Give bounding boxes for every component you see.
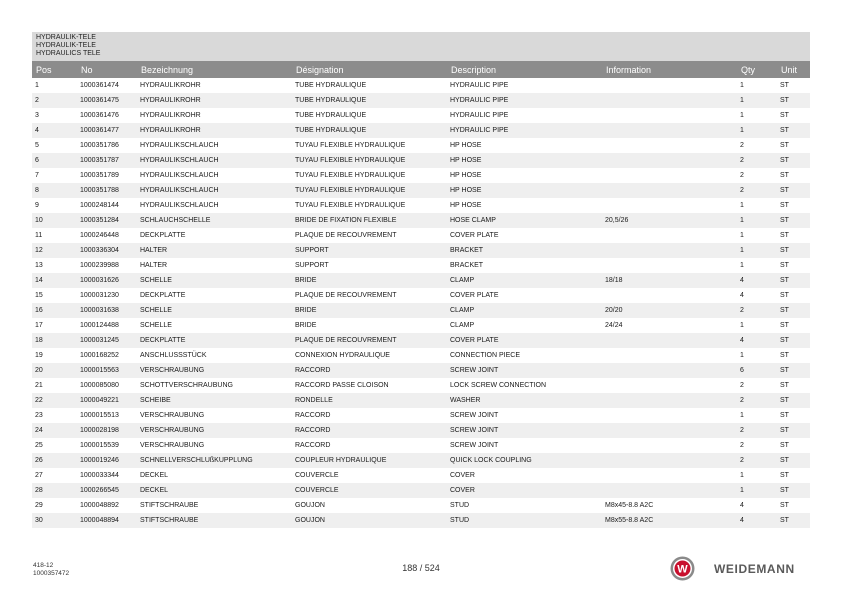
cell-pos: 7 bbox=[32, 168, 77, 183]
document-code-line: 418-12 bbox=[33, 562, 54, 569]
cell-unit: ST bbox=[777, 363, 810, 378]
cell-description: SCREW JOINT bbox=[447, 423, 602, 438]
page-number: 188 / 524 bbox=[402, 563, 440, 573]
cell-bezeichnung: SCHNELLVERSCHLUßKUPPLUNG bbox=[137, 453, 292, 468]
table-row bbox=[32, 483, 810, 498]
table-row bbox=[32, 228, 810, 243]
table-row bbox=[32, 333, 810, 348]
cell-bezeichnung: HYDRAULIKSCHLAUCH bbox=[137, 183, 292, 198]
cell-part-number: 1000031638 bbox=[77, 303, 137, 318]
cell-description: COVER PLATE bbox=[447, 228, 602, 243]
cell-description: HYDRAULIC PIPE bbox=[447, 93, 602, 108]
cell-qty: 1 bbox=[737, 258, 777, 273]
table-row bbox=[32, 78, 810, 93]
table-row bbox=[32, 453, 810, 468]
cell-part-number: 1000124488 bbox=[77, 318, 137, 333]
column-header-unit: Unit bbox=[777, 61, 810, 78]
cell-information: 20,5/26 bbox=[602, 213, 737, 228]
cell-bezeichnung: HYDRAULIKSCHLAUCH bbox=[137, 198, 292, 213]
cell-pos: 18 bbox=[32, 333, 77, 348]
column-header-description: Description bbox=[447, 61, 602, 78]
cell-information bbox=[602, 333, 737, 348]
cell-pos: 27 bbox=[32, 468, 77, 483]
cell-qty: 2 bbox=[737, 423, 777, 438]
cell-bezeichnung: HYDRAULIKSCHLAUCH bbox=[137, 168, 292, 183]
cell-description: STUD bbox=[447, 498, 602, 513]
cell-qty: 1 bbox=[737, 108, 777, 123]
cell-description: COVER PLATE bbox=[447, 333, 602, 348]
cell-description: CLAMP bbox=[447, 273, 602, 288]
cell-description: COVER PLATE bbox=[447, 288, 602, 303]
cell-qty: 1 bbox=[737, 408, 777, 423]
cell-information bbox=[602, 168, 737, 183]
cell-designation: RONDELLE bbox=[292, 393, 447, 408]
cell-designation: PLAQUE DE RECOUVREMENT bbox=[292, 228, 447, 243]
cell-description: HP HOSE bbox=[447, 153, 602, 168]
cell-description: WASHER bbox=[447, 393, 602, 408]
title-line-fr: HYDRAULIK-TELE bbox=[36, 42, 96, 49]
column-header-no: No bbox=[77, 61, 137, 78]
cell-designation: RACCORD bbox=[292, 363, 447, 378]
column-header-bezeichnung: Bezeichnung bbox=[137, 61, 292, 78]
cell-designation: CONNEXION HYDRAULIQUE bbox=[292, 348, 447, 363]
table-row bbox=[32, 513, 810, 528]
cell-information: 24/24 bbox=[602, 318, 737, 333]
cell-pos: 9 bbox=[32, 198, 77, 213]
title-line-de: HYDRAULIK-TELE bbox=[36, 34, 96, 41]
cell-information bbox=[602, 483, 737, 498]
cell-pos: 17 bbox=[32, 318, 77, 333]
cell-part-number: 1000031245 bbox=[77, 333, 137, 348]
cell-qty: 4 bbox=[737, 498, 777, 513]
cell-description: HP HOSE bbox=[447, 198, 602, 213]
cell-bezeichnung: STIFTSCHRAUBE bbox=[137, 498, 292, 513]
cell-pos: 30 bbox=[32, 513, 77, 528]
column-header-pos: Pos bbox=[32, 61, 77, 78]
cell-part-number: 1000361475 bbox=[77, 93, 137, 108]
cell-unit: ST bbox=[777, 483, 810, 498]
cell-pos: 15 bbox=[32, 288, 77, 303]
cell-part-number: 1000351789 bbox=[77, 168, 137, 183]
cell-bezeichnung: VERSCHRAUBUNG bbox=[137, 363, 292, 378]
cell-description: HYDRAULIC PIPE bbox=[447, 123, 602, 138]
document-number-line: 1000357472 bbox=[33, 570, 70, 577]
table-row bbox=[32, 288, 810, 303]
cell-pos: 6 bbox=[32, 153, 77, 168]
cell-description: LOCK SCREW CONNECTION bbox=[447, 378, 602, 393]
cell-qty: 1 bbox=[737, 198, 777, 213]
cell-part-number: 1000048894 bbox=[77, 513, 137, 528]
cell-pos: 4 bbox=[32, 123, 77, 138]
cell-description: CLAMP bbox=[447, 303, 602, 318]
cell-pos: 13 bbox=[32, 258, 77, 273]
cell-designation: GOUJON bbox=[292, 513, 447, 528]
cell-part-number: 1000049221 bbox=[77, 393, 137, 408]
cell-unit: ST bbox=[777, 198, 810, 213]
cell-bezeichnung: DECKPLATTE bbox=[137, 288, 292, 303]
cell-designation: PLAQUE DE RECOUVREMENT bbox=[292, 288, 447, 303]
cell-designation: BRIDE bbox=[292, 273, 447, 288]
cell-information bbox=[602, 363, 737, 378]
table-row bbox=[32, 348, 810, 363]
cell-description: QUICK LOCK COUPLING bbox=[447, 453, 602, 468]
cell-designation: TUBE HYDRAULIQUE bbox=[292, 93, 447, 108]
cell-qty: 2 bbox=[737, 183, 777, 198]
cell-pos: 8 bbox=[32, 183, 77, 198]
cell-information bbox=[602, 408, 737, 423]
cell-designation: SUPPORT bbox=[292, 243, 447, 258]
cell-information: M8x55-8.8 A2C bbox=[602, 513, 737, 528]
cell-pos: 24 bbox=[32, 423, 77, 438]
cell-bezeichnung: VERSCHRAUBUNG bbox=[137, 423, 292, 438]
cell-unit: ST bbox=[777, 348, 810, 363]
table-row bbox=[32, 468, 810, 483]
cell-information bbox=[602, 228, 737, 243]
cell-unit: ST bbox=[777, 468, 810, 483]
cell-qty: 4 bbox=[737, 288, 777, 303]
cell-pos: 11 bbox=[32, 228, 77, 243]
cell-unit: ST bbox=[777, 513, 810, 528]
cell-information bbox=[602, 453, 737, 468]
cell-unit: ST bbox=[777, 378, 810, 393]
cell-designation: COUVERCLE bbox=[292, 483, 447, 498]
cell-bezeichnung: ANSCHLUSSSTÜCK bbox=[137, 348, 292, 363]
table-row bbox=[32, 318, 810, 333]
cell-pos: 21 bbox=[32, 378, 77, 393]
table-row bbox=[32, 243, 810, 258]
cell-designation: TUYAU FLEXIBLE HYDRAULIQUE bbox=[292, 168, 447, 183]
cell-unit: ST bbox=[777, 288, 810, 303]
cell-bezeichnung: HYDRAULIKSCHLAUCH bbox=[137, 153, 292, 168]
cell-designation: BRIDE bbox=[292, 303, 447, 318]
section-title-block bbox=[32, 32, 810, 61]
cell-part-number: 1000361474 bbox=[77, 78, 137, 93]
cell-part-number: 1000246448 bbox=[77, 228, 137, 243]
table-row bbox=[32, 123, 810, 138]
cell-pos: 25 bbox=[32, 438, 77, 453]
cell-pos: 14 bbox=[32, 273, 77, 288]
column-header-information: Information bbox=[602, 61, 737, 78]
cell-part-number: 1000239988 bbox=[77, 258, 137, 273]
cell-information bbox=[602, 243, 737, 258]
cell-part-number: 1000015513 bbox=[77, 408, 137, 423]
cell-information bbox=[602, 288, 737, 303]
cell-bezeichnung: HYDRAULIKROHR bbox=[137, 78, 292, 93]
cell-part-number: 1000028198 bbox=[77, 423, 137, 438]
table-row bbox=[32, 93, 810, 108]
cell-information bbox=[602, 468, 737, 483]
cell-bezeichnung: DECKPLATTE bbox=[137, 333, 292, 348]
cell-bezeichnung: HYDRAULIKROHR bbox=[137, 123, 292, 138]
parts-table bbox=[32, 61, 810, 528]
cell-unit: ST bbox=[777, 498, 810, 513]
cell-information bbox=[602, 258, 737, 273]
cell-qty: 1 bbox=[737, 93, 777, 108]
cell-unit: ST bbox=[777, 273, 810, 288]
cell-qty: 2 bbox=[737, 393, 777, 408]
cell-pos: 23 bbox=[32, 408, 77, 423]
cell-information bbox=[602, 108, 737, 123]
cell-pos: 19 bbox=[32, 348, 77, 363]
cell-bezeichnung: DECKPLATTE bbox=[137, 228, 292, 243]
cell-bezeichnung: SCHEIBE bbox=[137, 393, 292, 408]
cell-unit: ST bbox=[777, 138, 810, 153]
cell-pos: 5 bbox=[32, 138, 77, 153]
cell-description: COVER bbox=[447, 468, 602, 483]
cell-information bbox=[602, 138, 737, 153]
cell-bezeichnung: SCHELLE bbox=[137, 303, 292, 318]
cell-information bbox=[602, 348, 737, 363]
logo-letter: W bbox=[677, 563, 688, 576]
cell-qty: 4 bbox=[737, 513, 777, 528]
cell-qty: 2 bbox=[737, 303, 777, 318]
cell-unit: ST bbox=[777, 108, 810, 123]
cell-bezeichnung: VERSCHRAUBUNG bbox=[137, 438, 292, 453]
cell-part-number: 1000361476 bbox=[77, 108, 137, 123]
cell-information bbox=[602, 78, 737, 93]
cell-description: CLAMP bbox=[447, 318, 602, 333]
cell-qty: 1 bbox=[737, 483, 777, 498]
cell-qty: 1 bbox=[737, 228, 777, 243]
cell-qty: 4 bbox=[737, 273, 777, 288]
cell-unit: ST bbox=[777, 153, 810, 168]
cell-qty: 1 bbox=[737, 318, 777, 333]
table-row bbox=[32, 183, 810, 198]
cell-description: BRACKET bbox=[447, 258, 602, 273]
cell-unit: ST bbox=[777, 243, 810, 258]
cell-bezeichnung: HYDRAULIKROHR bbox=[137, 108, 292, 123]
cell-pos: 12 bbox=[32, 243, 77, 258]
cell-part-number: 1000015563 bbox=[77, 363, 137, 378]
cell-information: M8x45-8.8 A2C bbox=[602, 498, 737, 513]
cell-description: BRACKET bbox=[447, 243, 602, 258]
weidemann-logo bbox=[670, 556, 810, 582]
column-header-qty: Qty bbox=[737, 61, 777, 78]
cell-qty: 2 bbox=[737, 153, 777, 168]
table-row bbox=[32, 213, 810, 228]
cell-information bbox=[602, 438, 737, 453]
cell-designation: TUYAU FLEXIBLE HYDRAULIQUE bbox=[292, 198, 447, 213]
table-row bbox=[32, 378, 810, 393]
cell-unit: ST bbox=[777, 393, 810, 408]
cell-unit: ST bbox=[777, 438, 810, 453]
cell-information bbox=[602, 153, 737, 168]
cell-part-number: 1000048892 bbox=[77, 498, 137, 513]
table-row bbox=[32, 273, 810, 288]
cell-description: HYDRAULIC PIPE bbox=[447, 78, 602, 93]
cell-bezeichnung: HYDRAULIKSCHLAUCH bbox=[137, 138, 292, 153]
cell-designation: BRIDE DE FIXATION FLEXIBLE bbox=[292, 213, 447, 228]
table-header-row bbox=[32, 61, 810, 78]
cell-pos: 2 bbox=[32, 93, 77, 108]
brand-name: WEIDEMANN bbox=[714, 562, 795, 576]
table-row bbox=[32, 258, 810, 273]
cell-unit: ST bbox=[777, 318, 810, 333]
table-row bbox=[32, 138, 810, 153]
cell-unit: ST bbox=[777, 93, 810, 108]
cell-information bbox=[602, 198, 737, 213]
cell-unit: ST bbox=[777, 228, 810, 243]
cell-qty: 1 bbox=[737, 243, 777, 258]
cell-bezeichnung: HALTER bbox=[137, 243, 292, 258]
cell-designation: RACCORD bbox=[292, 438, 447, 453]
cell-part-number: 1000085080 bbox=[77, 378, 137, 393]
cell-information bbox=[602, 393, 737, 408]
cell-description: HP HOSE bbox=[447, 183, 602, 198]
cell-bezeichnung: HYDRAULIKROHR bbox=[137, 93, 292, 108]
table-row bbox=[32, 303, 810, 318]
cell-unit: ST bbox=[777, 168, 810, 183]
cell-part-number: 1000031626 bbox=[77, 273, 137, 288]
cell-designation: TUYAU FLEXIBLE HYDRAULIQUE bbox=[292, 138, 447, 153]
table-row bbox=[32, 408, 810, 423]
cell-bezeichnung: SCHLAUCHSCHELLE bbox=[137, 213, 292, 228]
cell-unit: ST bbox=[777, 213, 810, 228]
cell-designation: TUBE HYDRAULIQUE bbox=[292, 78, 447, 93]
cell-part-number: 1000336304 bbox=[77, 243, 137, 258]
cell-unit: ST bbox=[777, 123, 810, 138]
cell-pos: 22 bbox=[32, 393, 77, 408]
cell-unit: ST bbox=[777, 423, 810, 438]
cell-designation: COUVERCLE bbox=[292, 468, 447, 483]
cell-bezeichnung: SCHELLE bbox=[137, 273, 292, 288]
table-row bbox=[32, 363, 810, 378]
cell-qty: 2 bbox=[737, 138, 777, 153]
table-row bbox=[32, 498, 810, 513]
cell-bezeichnung: SCHELLE bbox=[137, 318, 292, 333]
cell-unit: ST bbox=[777, 453, 810, 468]
cell-qty: 1 bbox=[737, 468, 777, 483]
cell-information: 20/20 bbox=[602, 303, 737, 318]
cell-information bbox=[602, 378, 737, 393]
cell-qty: 1 bbox=[737, 78, 777, 93]
cell-unit: ST bbox=[777, 333, 810, 348]
cell-part-number: 1000031230 bbox=[77, 288, 137, 303]
cell-pos: 20 bbox=[32, 363, 77, 378]
cell-unit: ST bbox=[777, 258, 810, 273]
table-row bbox=[32, 168, 810, 183]
table-row bbox=[32, 438, 810, 453]
weidemann-logo-icon bbox=[670, 556, 695, 581]
cell-bezeichnung: VERSCHRAUBUNG bbox=[137, 408, 292, 423]
cell-bezeichnung: STIFTSCHRAUBE bbox=[137, 513, 292, 528]
cell-description: STUD bbox=[447, 513, 602, 528]
cell-information bbox=[602, 123, 737, 138]
cell-description: COVER bbox=[447, 483, 602, 498]
cell-designation: TUYAU FLEXIBLE HYDRAULIQUE bbox=[292, 183, 447, 198]
table-row bbox=[32, 393, 810, 408]
cell-pos: 29 bbox=[32, 498, 77, 513]
cell-information bbox=[602, 93, 737, 108]
cell-description: SCREW JOINT bbox=[447, 408, 602, 423]
cell-description: HOSE CLAMP bbox=[447, 213, 602, 228]
cell-part-number: 1000351786 bbox=[77, 138, 137, 153]
cell-unit: ST bbox=[777, 303, 810, 318]
cell-designation: PLAQUE DE RECOUVREMENT bbox=[292, 333, 447, 348]
cell-pos: 26 bbox=[32, 453, 77, 468]
cell-qty: 6 bbox=[737, 363, 777, 378]
cell-part-number: 1000351284 bbox=[77, 213, 137, 228]
cell-bezeichnung: DECKEL bbox=[137, 483, 292, 498]
table-row bbox=[32, 153, 810, 168]
table-row bbox=[32, 198, 810, 213]
document-code bbox=[33, 562, 69, 578]
cell-part-number: 1000248144 bbox=[77, 198, 137, 213]
cell-pos: 3 bbox=[32, 108, 77, 123]
cell-description: SCREW JOINT bbox=[447, 438, 602, 453]
cell-designation: SUPPORT bbox=[292, 258, 447, 273]
cell-qty: 4 bbox=[737, 333, 777, 348]
column-header-designation: Désignation bbox=[292, 61, 447, 78]
cell-information bbox=[602, 423, 737, 438]
cell-part-number: 1000351788 bbox=[77, 183, 137, 198]
cell-unit: ST bbox=[777, 408, 810, 423]
cell-qty: 2 bbox=[737, 438, 777, 453]
cell-part-number: 1000019246 bbox=[77, 453, 137, 468]
cell-bezeichnung: SCHOTTVERSCHRAUBUNG bbox=[137, 378, 292, 393]
cell-part-number: 1000361477 bbox=[77, 123, 137, 138]
cell-designation: RACCORD PASSE CLOISON bbox=[292, 378, 447, 393]
cell-designation: TUBE HYDRAULIQUE bbox=[292, 123, 447, 138]
cell-information bbox=[602, 183, 737, 198]
cell-unit: ST bbox=[777, 183, 810, 198]
cell-unit: ST bbox=[777, 78, 810, 93]
cell-qty: 2 bbox=[737, 378, 777, 393]
parts-table-body bbox=[32, 78, 810, 528]
cell-description: HP HOSE bbox=[447, 168, 602, 183]
cell-description: SCREW JOINT bbox=[447, 363, 602, 378]
cell-pos: 28 bbox=[32, 483, 77, 498]
cell-designation: GOUJON bbox=[292, 498, 447, 513]
table-row bbox=[32, 108, 810, 123]
cell-pos: 1 bbox=[32, 78, 77, 93]
cell-information: 18/18 bbox=[602, 273, 737, 288]
cell-part-number: 1000033344 bbox=[77, 468, 137, 483]
cell-designation: TUBE HYDRAULIQUE bbox=[292, 108, 447, 123]
cell-qty: 1 bbox=[737, 213, 777, 228]
table-row bbox=[32, 423, 810, 438]
cell-qty: 2 bbox=[737, 168, 777, 183]
cell-part-number: 1000015539 bbox=[77, 438, 137, 453]
cell-bezeichnung: HALTER bbox=[137, 258, 292, 273]
cell-pos: 10 bbox=[32, 213, 77, 228]
cell-part-number: 1000351787 bbox=[77, 153, 137, 168]
cell-description: HP HOSE bbox=[447, 138, 602, 153]
cell-designation: COUPLEUR HYDRAULIQUE bbox=[292, 453, 447, 468]
cell-part-number: 1000168252 bbox=[77, 348, 137, 363]
cell-part-number: 1000266545 bbox=[77, 483, 137, 498]
cell-designation: RACCORD bbox=[292, 408, 447, 423]
cell-qty: 1 bbox=[737, 348, 777, 363]
cell-description: CONNECTION PIECE bbox=[447, 348, 602, 363]
cell-description: HYDRAULIC PIPE bbox=[447, 108, 602, 123]
cell-pos: 16 bbox=[32, 303, 77, 318]
cell-designation: BRIDE bbox=[292, 318, 447, 333]
cell-qty: 1 bbox=[737, 123, 777, 138]
cell-designation: RACCORD bbox=[292, 423, 447, 438]
cell-qty: 2 bbox=[737, 453, 777, 468]
cell-designation: TUYAU FLEXIBLE HYDRAULIQUE bbox=[292, 153, 447, 168]
cell-bezeichnung: DECKEL bbox=[137, 468, 292, 483]
title-line-en: HYDRAULICS TELE bbox=[36, 50, 101, 57]
